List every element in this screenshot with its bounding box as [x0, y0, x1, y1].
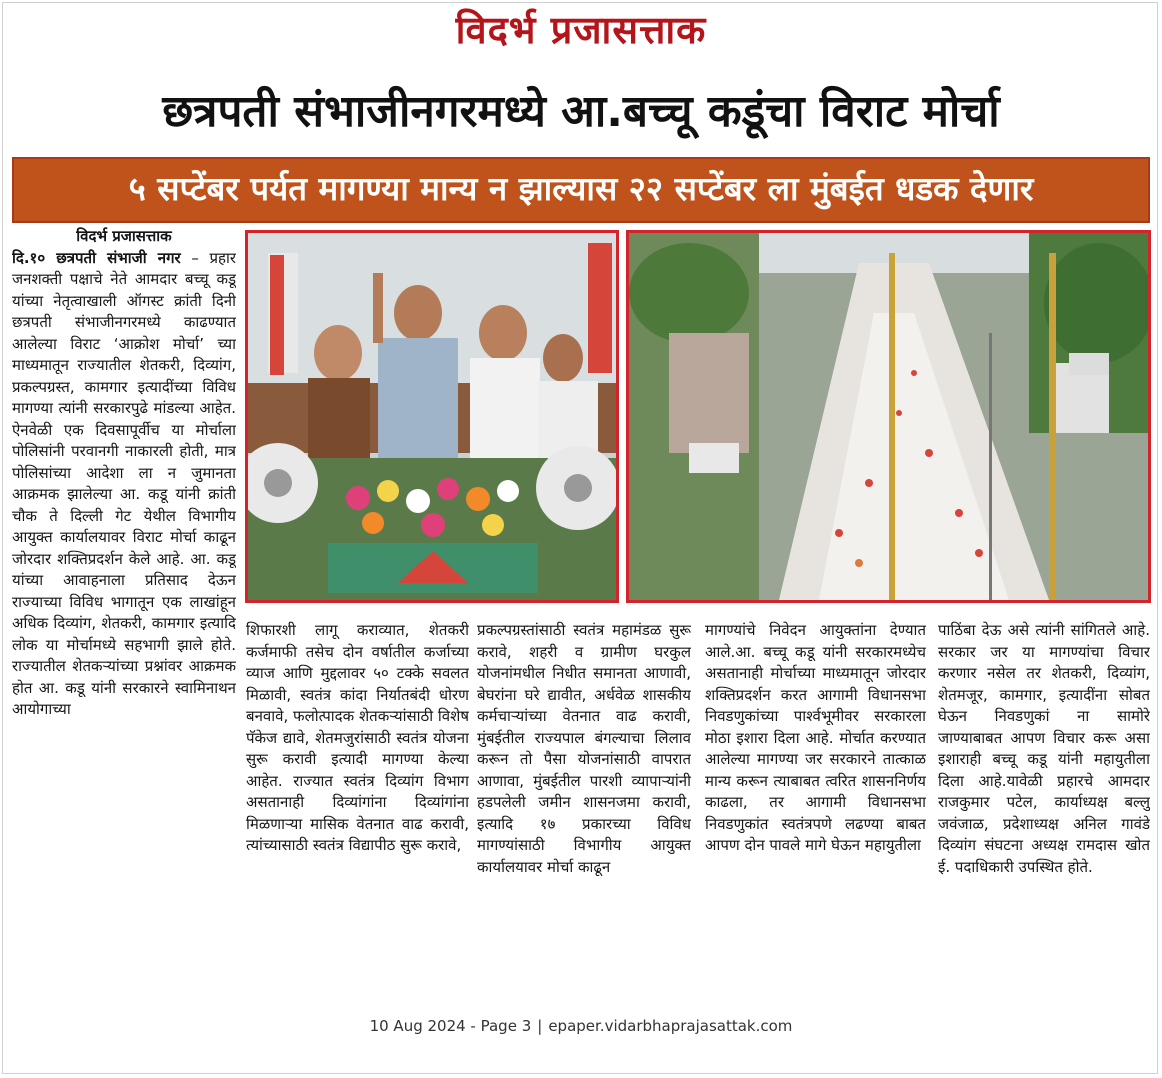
article-column-2: शिफारशी लागू कराव्यात, शेतकरी कर्जमाफी तसेच दोन वर्षातील कर्जाच्या व्याज आणि मुद्दलावर ५० टक्के सवलत मिळावी, स्वतंत्र कांदा निर्यातबंदी धोरण बनवावे, फलोत्पादक शेतकऱ्यांसाठी विशेष पॅकेज द्यावे, शेतमजुरांसाठी स्वतंत्र योजना सुरू करावी इत्यादी मागण्या केल्या आहेत. राज्यात स्वतंत्र दिव्यांग विभाग असतानाही दिव्यांगांना दिव्यांगांना मिळणाऱ्या मासिक वेतनात वाढ करावी, त्यांच्यासाठी स्वतंत्र विद्यापीठ सुरू करावे, [246, 621, 469, 854]
article-column-1 [12, 226, 236, 1002]
article-text-1: – प्रहार जनशक्ती पक्षाचे नेते आमदार बच्चू कडू यांच्या नेतृत्वाखाली ऑगस्ट क्रांती दिनी छत्रपती संभाजीनगरमध्ये काढण्यात आलेल्या विराट ‘आक्रोश मोर्चा’ च्या माध्यमातून राज्यातील शेतकरी, दिव्यांग, प्रकल्पग्रस्त, कामगार इत्यादींच्या विविध मागण्या त्यांनी सरकारपुढे मांडल्या आहेत. ऐनवेळी एक दिवसापूर्वीच या मोर्चाला पोलिसांनी परवानगी नाकारली होती, मात्र पोलिसांच्या आदेशा ला न जुमानता आक्रमक झालेल्या आ. कडू यांनी क्रांती चौक ते दिल्ली गेट येथील विभागीय आयुक्त कार्यालयावर विराट मोर्चा काढून जोरदार शक्तिप्रदर्शन केले आहे. आ. कडू यांच्या आवाहनाला प्रतिसाद देऊन राज्याच्या विविध भागातून एक लाखांहून अधिक दिव्यांग, शेतकरी, कामगार इत्यादि लोक या मोर्चामध्ये सहभागी झाले होते. राज्यातील शेतकऱ्यांच्या प्रश्नांवर आक्रमक होत आ. कडू यांनी सरकारने स्वामिनाथन आयोगाच्या [12, 248, 236, 718]
byline: विदर्भ प्रजासत्ताक [76, 227, 172, 245]
photo-rally-crowd [626, 230, 1151, 603]
photo-rally-leader [245, 230, 619, 603]
article-column-4: मागण्यांचे निवेदन आयुक्तांना देण्यात आले.आ. बच्चू कडू यांनी सरकारमध्येच असतानाही मोर्चाच्या माध्यमातून जोरदार शक्तिप्रदर्शन करत आगामी विधानसभा निवडणुकांच्या पार्श्वभूमीवर सरकारला मोठा इशारा दिला आहे. मोर्चात करण्यात आलेल्या मागण्या जर सरकारने तात्काळ मान्य करून त्याबाबत त्वरित शासननिर्णय काढला, तर आगामी विधानसभा निवडणुकांत स्वतंत्रपणे लढण्या बाबत आपण दोन पावले मागे घेऊन महायुतीला [705, 621, 926, 854]
footer-separator: | [537, 1017, 543, 1035]
footer-date-page: 10 Aug 2024 - Page 3 [369, 1017, 532, 1035]
masthead: विदर्भ प्रजासत्ताक [455, 8, 707, 52]
photo-rally-crowd-image [629, 233, 1148, 600]
subheadline-banner: ५ सप्टेंबर पर्यत मागण्या मान्य न झाल्यास २२ सप्टेंबर ला मुंबईत धडक देणार [12, 157, 1150, 223]
dateline: दि.१० छत्रपती संभाजी नगर [12, 248, 181, 267]
footer [0, 1014, 1162, 1038]
article-column-5: पाठिंबा देऊ असे त्यांनी सांगितले आहे. सरकार जर या मागण्यांचा विचार करणार नसेल तर शेतकरी, दिव्यांग, शेतमजूर, कामगार, इत्यादींना सोबत घेऊन निवडणुकां ना सामोरे जाण्याबाबत आपण विचार करू असा इशाराही बच्चू कडू यांनी महायुतीला दिला आहे.यावेळी प्रहारचे आमदार राजकुमार पटेल, कार्याध्यक्ष बल्लु जवंजाळ, प्रदेशाध्यक्ष अनिल गावंडे दिव्यांग संघटना अध्यक्ष रामदास खोत ई. पदाधिकारी उपस्थित होते. [938, 621, 1150, 876]
photo-rally-leader-image [248, 233, 616, 600]
headline: छत्रपती संभाजीनगरमध्ये आ.बच्चू कडूंचा विराट मोर्चा [162, 86, 1000, 137]
footer-site-link[interactable]: epaper.vidarbhaprajasattak.com [548, 1017, 793, 1035]
article-column-3: प्रकल्पग्रस्तांसाठी स्वतंत्र महामंडळ सुरू करावे, शहरी व ग्रामीण घरकुल योजनांमधील निधीत समानता आणावी, बेघरांना घरे द्यावीत, अर्धवेळ शासकीय कर्मचाऱ्यांच्या वेतनात वाढ करावी, मुंबईतील राज्यपाल बंगल्याचा लिलाव करून तो पैसा योजनांसाठी वापरात आणावा, मुंबईतील पारशी व्यापाऱ्यांनी हडपलेली जमीन शासनजमा करावी, इत्यादि १७ प्रकारच्या विविध मागण्यांसाठी विभागीय आयुक्त कार्यालयावर मोर्चा काढून [477, 621, 691, 876]
